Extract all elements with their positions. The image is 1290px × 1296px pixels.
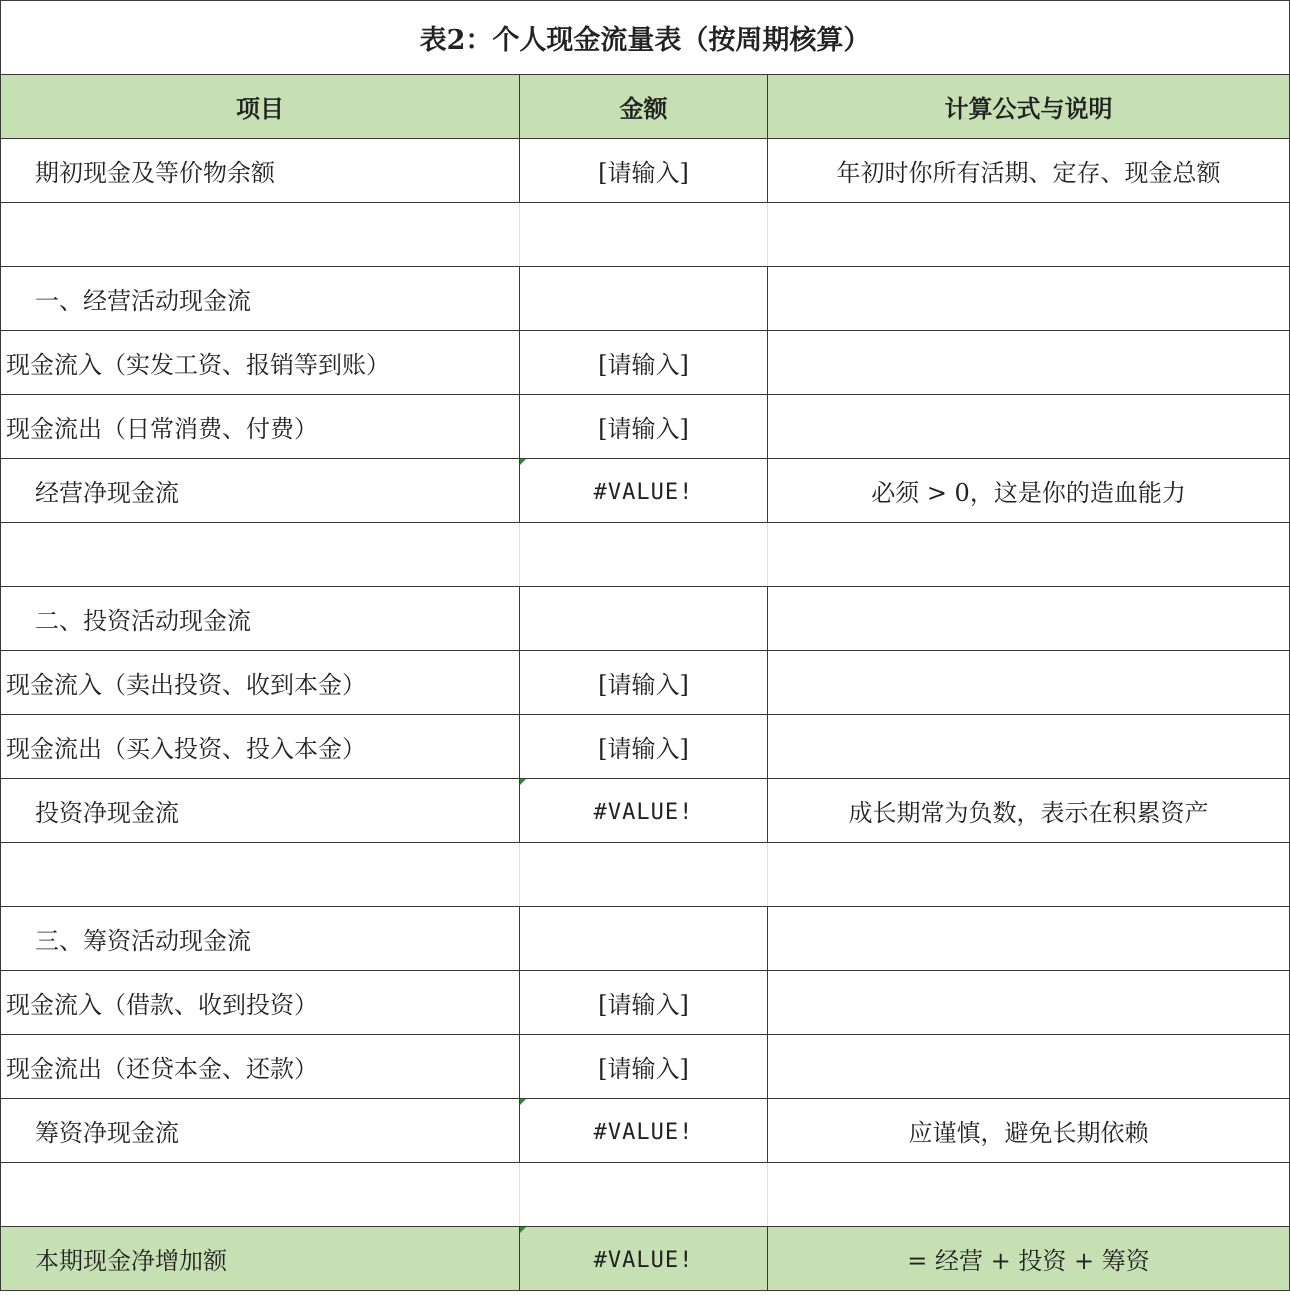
cell-amount[interactable]: [请输入] [520,1035,768,1099]
section-operating[interactable]: 一、经营活动现金流 [1,267,520,331]
blank-row [1,523,1290,587]
table-row [1,267,1290,331]
header-note[interactable]: 计算公式与说明 [768,75,1290,139]
total-item[interactable]: 本期现金净增加额 [1,1227,520,1291]
cell-amount[interactable]: [请输入] [520,715,768,779]
cell-note[interactable]: 必须 > 0，这是你的造血能力 [768,459,1290,523]
header-item[interactable]: 项目 [1,75,520,139]
cell-amount-error[interactable] [520,779,768,843]
error-value: #VALUE! [593,799,694,825]
cell-empty[interactable] [520,523,768,587]
cell-item[interactable]: 现金流入（卖出投资、收到本金） [1,651,520,715]
table-title[interactable]: 表2：个人现金流量表（按周期核算） [1,1,1290,75]
cell-empty[interactable] [520,587,768,651]
title-row [1,1,1290,75]
error-value: #VALUE! [593,479,694,505]
cell-empty[interactable] [520,203,768,267]
cell-item[interactable]: 现金流出（还贷本金、还款） [1,1035,520,1099]
total-row [1,1227,1290,1291]
cell-amount[interactable]: [请输入] [520,971,768,1035]
table-row [1,395,1290,459]
cell-empty[interactable] [768,715,1290,779]
cell-empty[interactable] [768,1163,1290,1227]
table-row [1,139,1290,203]
cell-empty[interactable] [1,1163,520,1227]
cell-item[interactable]: 经营净现金流 [1,459,520,523]
header-row [1,75,1290,139]
cell-amount[interactable]: [请输入] [520,331,768,395]
cell-empty[interactable] [768,267,1290,331]
blank-row [1,843,1290,907]
section-financing[interactable]: 三、筹资活动现金流 [1,907,520,971]
cell-amount[interactable]: [请输入] [520,395,768,459]
cell-amount-error[interactable] [520,459,768,523]
cell-note[interactable]: 应谨慎，避免长期依赖 [768,1099,1290,1163]
table-row [1,971,1290,1035]
cell-empty[interactable] [768,587,1290,651]
cell-empty[interactable] [520,1163,768,1227]
table-row [1,1035,1290,1099]
table-row [1,715,1290,779]
cell-empty[interactable] [768,331,1290,395]
cell-empty[interactable] [520,843,768,907]
error-indicator-icon [520,459,526,465]
error-indicator-icon [520,1227,526,1233]
section-investing[interactable]: 二、投资活动现金流 [1,587,520,651]
cell-item[interactable]: 投资净现金流 [1,779,520,843]
cell-empty[interactable] [768,523,1290,587]
cell-item[interactable]: 现金流出（买入投资、投入本金） [1,715,520,779]
cell-empty[interactable] [1,203,520,267]
cell-empty[interactable] [768,971,1290,1035]
table-row [1,1099,1290,1163]
table-row [1,779,1290,843]
cell-item[interactable]: 现金流入（借款、收到投资） [1,971,520,1035]
header-amount[interactable]: 金额 [520,75,768,139]
cell-empty[interactable] [768,651,1290,715]
cell-note[interactable]: 年初时你所有活期、定存、现金总额 [768,139,1290,203]
table-row [1,587,1290,651]
cell-empty[interactable] [520,907,768,971]
cell-empty[interactable] [768,907,1290,971]
cell-amount[interactable]: [请输入] [520,139,768,203]
cell-empty[interactable] [768,843,1290,907]
cell-empty[interactable] [768,203,1290,267]
total-amount-error[interactable] [520,1227,768,1291]
total-note[interactable]: = 经营 + 投资 + 筹资 [768,1227,1290,1291]
cell-item[interactable]: 现金流出（日常消费、付费） [1,395,520,459]
cell-amount-error[interactable] [520,1099,768,1163]
cell-item[interactable]: 期初现金及等价物余额 [1,139,520,203]
cell-note[interactable]: 成长期常为负数，表示在积累资产 [768,779,1290,843]
error-value: #VALUE! [593,1247,694,1273]
cell-empty[interactable] [768,395,1290,459]
cell-amount[interactable]: [请输入] [520,651,768,715]
blank-row [1,203,1290,267]
table-row [1,651,1290,715]
cell-empty[interactable] [768,1035,1290,1099]
table-row [1,331,1290,395]
cell-empty[interactable] [1,843,520,907]
cell-item[interactable]: 现金流入（实发工资、报销等到账） [1,331,520,395]
error-indicator-icon [520,779,526,785]
table-row [1,907,1290,971]
cell-empty[interactable] [1,523,520,587]
error-value: #VALUE! [593,1119,694,1145]
table-row [1,459,1290,523]
cell-item[interactable]: 筹资净现金流 [1,1099,520,1163]
error-indicator-icon [520,1099,526,1105]
cell-empty[interactable] [520,267,768,331]
blank-row [1,1163,1290,1227]
